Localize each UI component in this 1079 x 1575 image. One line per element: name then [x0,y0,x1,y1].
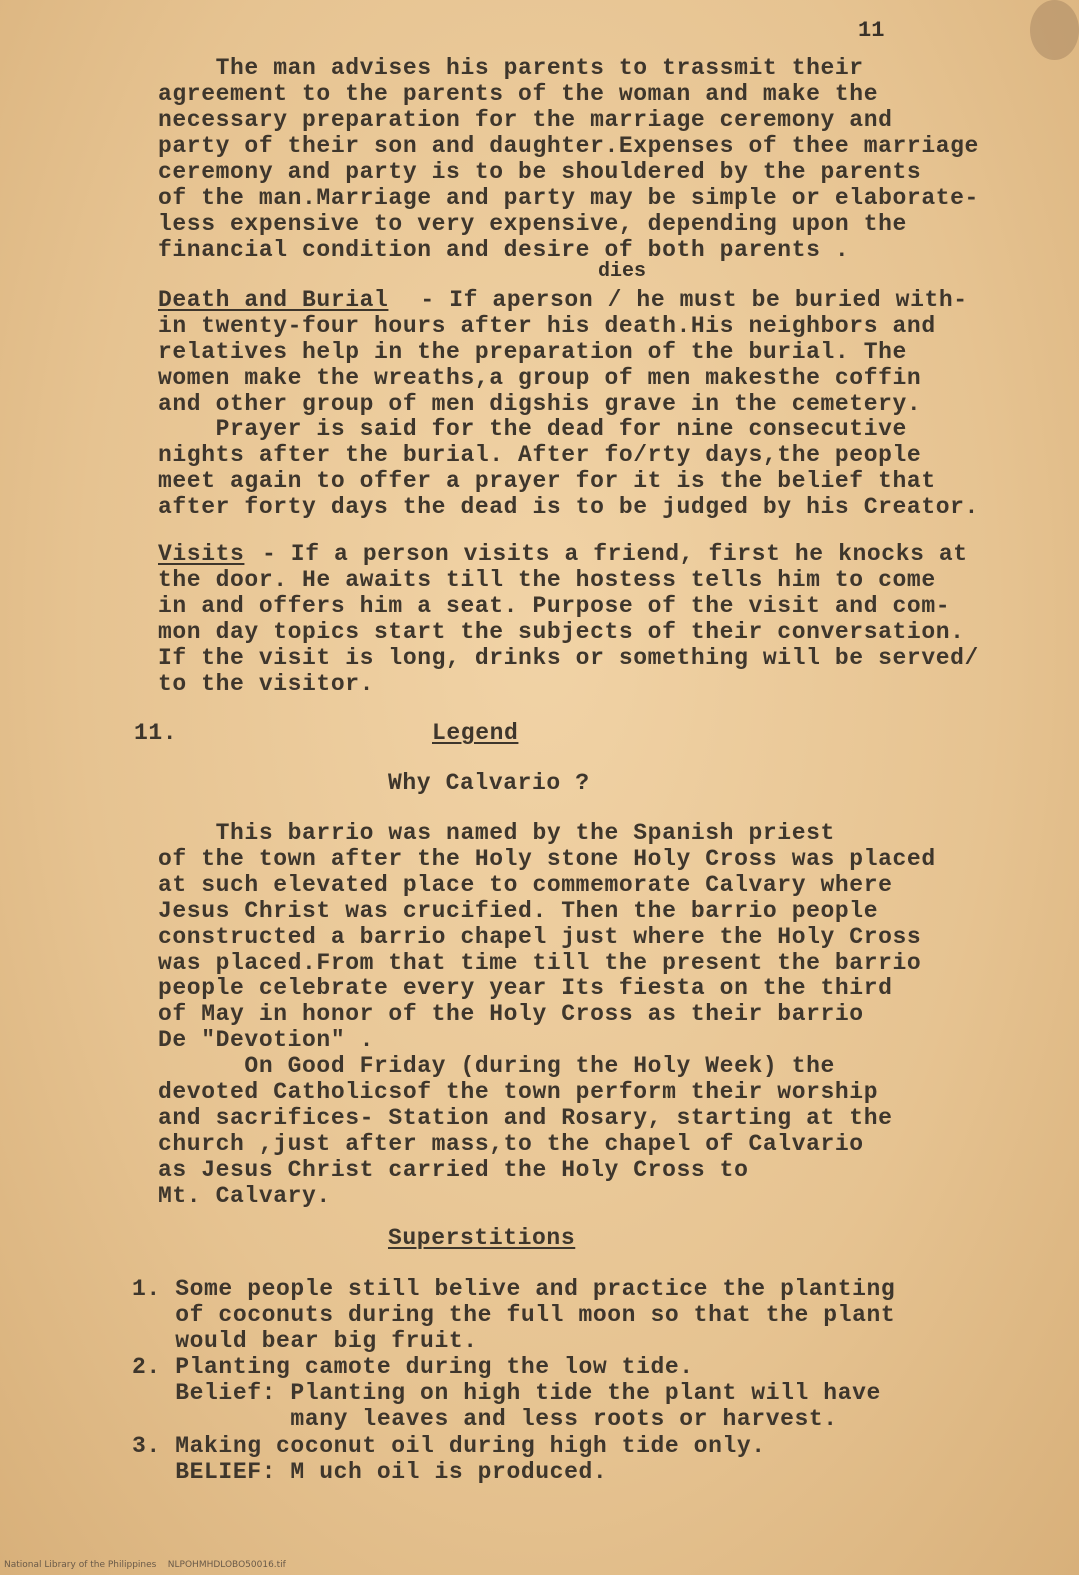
text-line: devoted Catholicsof the town perform their worship [158,1079,879,1105]
page-number: 11 [858,18,885,43]
list-item: Belief: Planting on high tide the plant will have [132,1380,881,1406]
section-heading: Visits [158,541,245,567]
list-item: of coconuts during the full moon so that the plant [132,1302,896,1328]
scan-footer: National Library of the Philippines NLPOHMHDLOBO50016.tif [4,1560,286,1570]
section-heading: Superstitions [388,1225,576,1251]
list-item: would bear big fruit. [132,1328,478,1354]
text-line: was placed.From that time till the present the barrio [158,950,922,976]
section-subheading: Why Calvario ? [388,770,590,796]
text-line: of the town after the Holy stone Holy Cross was placed [158,846,936,872]
handwritten-insert: dies [598,260,647,283]
list-item: BELIEF: M uch oil is produced. [132,1459,608,1485]
list-item: many leaves and less roots or harvest. [132,1406,838,1432]
text-line: after forty days the dead is to be judged by his Creator. [158,494,979,520]
text-line: constructed a barrio chapel just where the Holy Cross [158,924,922,950]
text-line: less expensive to very expensive, depending upon the [158,211,907,237]
text-line: necessary preparation for the marriage ceremony and [158,107,893,133]
text-line: nights after the burial. After fo/rty days,the people [158,442,922,468]
text-line: Jesus Christ was crucified. Then the barrio people [158,898,879,924]
text-line: meet again to offer a prayer for it is the belief that [158,468,936,494]
text-line: church ,just after mass,to the chapel of Calvario [158,1131,864,1157]
text-line: financial condition and desire of both parents . [158,237,850,263]
text-line: Mt. Calvary. [158,1183,331,1209]
text-line: in and offers him a seat. Purpose of the visit and com- [158,593,951,619]
text-line: If the visit is long, drinks or something will be served/ [158,645,979,671]
text-line: people celebrate every year Its fiesta on the third [158,975,893,1001]
text-line: the door. He awaits till the hostess tells him to come [158,567,936,593]
text-line: of May in honor of the Holy Cross as their barrio [158,1001,864,1027]
page-corner-stain [1030,0,1079,60]
text-line: The man advises his parents to trassmit their [158,55,864,81]
text-line: in twenty-four hours after his death.His neighbors and [158,313,936,339]
text-line: mon day topics start the subjects of their conversation. [158,619,965,645]
text-line: at such elevated place to commemorate Calvary where [158,872,893,898]
text-line: of the man.Marriage and party may be simple or elaborate- [158,185,979,211]
list-item: 2. Planting camote during the low tide. [132,1354,694,1380]
text-line: This barrio was named by the Spanish priest [158,820,835,846]
text-line: On Good Friday (during the Holy Week) the [158,1053,835,1079]
text-line: and sacrifices- Station and Rosary, starting at the [158,1105,893,1131]
text-line: to the visitor. [158,671,375,697]
text-line: women make the wreaths,a group of men makesthe coffin [158,365,922,391]
text-line: as Jesus Christ carried the Holy Cross to [158,1157,749,1183]
text-line: agreement to the parents of the woman and make the [158,81,879,107]
text-line: - If aperson / he must be buried with- [406,287,968,313]
section-heading: Death and Burial [158,287,389,313]
text-line: De "Devotion" . [158,1027,375,1053]
text-line: ceremony and party is to be shouldered by the parents [158,159,922,185]
text-line: and other group of men digshis grave in the cemetery. [158,391,922,417]
text-line: relatives help in the preparation of the burial. The [158,339,907,365]
text-line: - If a person visits a friend, first he knocks at [262,541,968,567]
list-item: 3. Making coconut oil during high tide only. [132,1433,766,1459]
text-line: Prayer is said for the dead for nine consecutive [158,416,907,442]
list-item: 1. Some people still belive and practice the planting [132,1276,896,1302]
section-number: 11. [134,720,178,746]
text-line: party of their son and daughter.Expenses of thee marriage [158,133,979,159]
section-heading: Legend [432,720,519,746]
